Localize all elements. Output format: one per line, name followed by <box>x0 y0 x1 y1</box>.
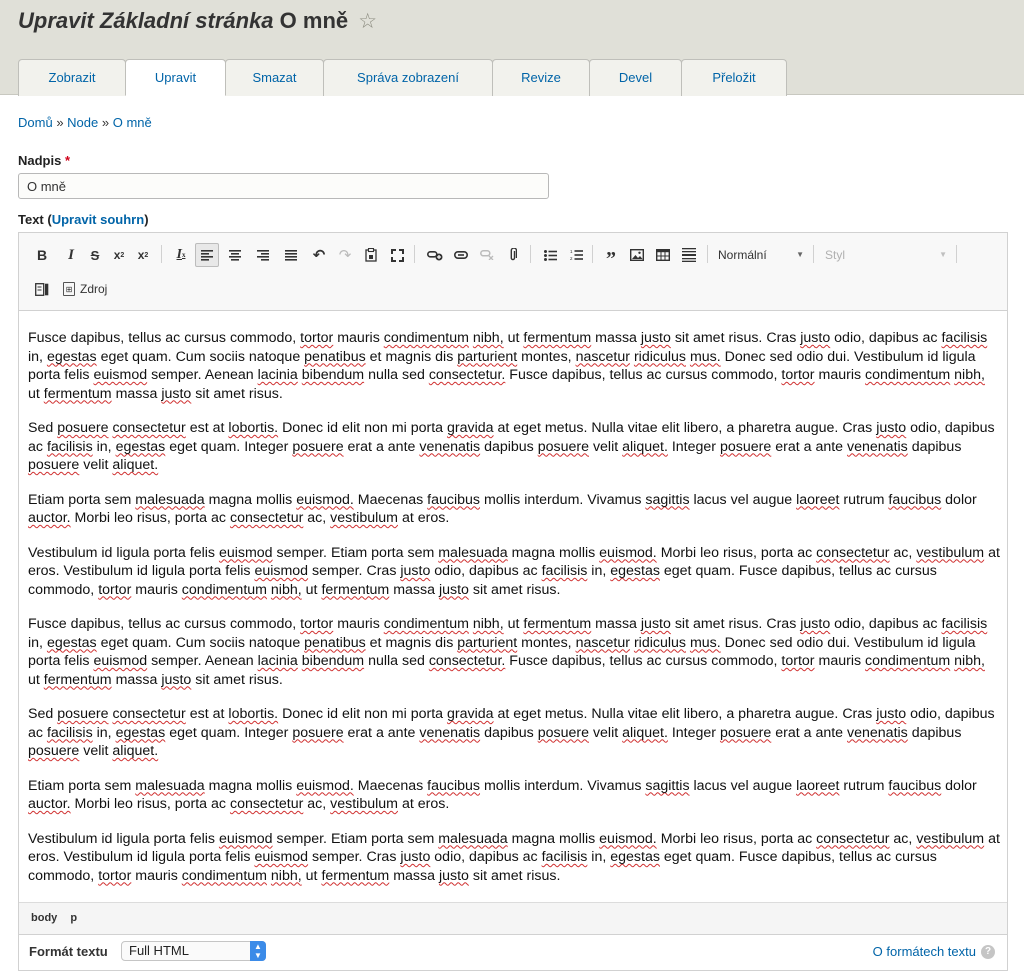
element-path-bar <box>19 902 1007 934</box>
body-label: Text (Upravit souhrn) <box>18 212 149 227</box>
attachment-icon[interactable] <box>501 243 525 267</box>
editor-paragraph[interactable]: Etiam porta sem malesuada magna mollis euismod. Maecenas faucibus mollis interdum. Vivamus sagittis lacus vel augue laoreet rutrum faucibus dolor auctor. Morbi leo risus, porta ac consectetur ac, vestibulum at eros. <box>28 777 977 812</box>
align-justify-icon[interactable] <box>279 243 303 267</box>
editor-paragraph[interactable]: Vestibulum id ligula porta felis euismod semper. Etiam porta sem malesuada magna mollis euismod. Morbi leo risus, porta ac consectetur ac, vestibulum at eros. Vestibulum id ligula porta felis euismod semper. Cras justo odio, dapibus ac facilisis in, egestas eget quam. Fusce dapibus, tellus ac cursus commodo, tortor mauris condimentum nibh, ut fermentum massa justo sit amet risus. <box>28 830 1000 884</box>
bulleted-list-icon[interactable] <box>538 243 562 267</box>
text-format-row <box>18 935 1008 971</box>
help-icon: ? <box>981 945 995 959</box>
editor-paragraph[interactable]: Etiam porta sem malesuada magna mollis euismod. Maecenas faucibus mollis interdum. Vivamus sagittis lacus vel augue laoreet rutrum faucibus dolor auctor. Morbi leo risus, porta ac consectetur ac, vestibulum at eros. <box>28 491 977 526</box>
page-title-action: Upravit Základní stránka <box>18 8 274 33</box>
wysiwyg-editor <box>18 232 1008 935</box>
path-body[interactable]: body <box>31 912 58 924</box>
numbered-list-icon[interactable] <box>564 243 588 267</box>
redo-icon[interactable]: ↷ <box>338 247 352 264</box>
horizontal-rule-icon[interactable] <box>677 243 701 267</box>
required-marker: * <box>64 153 71 168</box>
breadcrumb-node[interactable]: Node <box>67 115 99 130</box>
templates-icon[interactable] <box>30 277 54 301</box>
editor-content[interactable] <box>28 329 1000 901</box>
editor-paragraph[interactable]: Fusce dapibus, tellus ac cursus commodo, tortor mauris condimentum nibh, ut fermentum massa justo sit amet risus. Cras justo odio, dapibus ac facilisis in, egestas eget quam. Cum sociis natoque penatibus et magnis dis parturient montes, nascetur ridiculus mus. Donec sed odio dui. Vestibulum id ligula porta felis euismod semper. Aenean lacinia bibendum nulla sed consectetur. Fusce dapibus, tellus ac cursus commodo, tortor mauris condimentum nibh, ut fermentum massa justo sit amet risus. <box>28 330 988 402</box>
italic-icon[interactable]: I <box>68 246 74 263</box>
text-format-label: Formát textu <box>29 944 108 959</box>
select-arrows-icon: ▲ ▼ <box>250 941 266 961</box>
bold-icon[interactable]: B <box>36 247 48 263</box>
chevron-down-icon: ▼ <box>939 250 947 259</box>
svg-text:1: 1 <box>569 249 573 254</box>
source-button[interactable] <box>63 278 107 300</box>
tab-smazat[interactable]: Smazat <box>225 59 324 96</box>
remove-format-icon[interactable]: I x <box>176 247 186 262</box>
text-format-select[interactable] <box>121 941 266 961</box>
chevron-down-icon: ▼ <box>796 250 804 259</box>
tab-zobrazit[interactable]: Zobrazit <box>18 59 126 96</box>
page-title-node: O mně <box>279 8 349 33</box>
subscript-icon[interactable]: x 2 <box>137 248 149 262</box>
text-format-help-text: O formátech textu <box>872 944 976 959</box>
breadcrumb-separator: » <box>101 115 110 130</box>
blockquote-icon[interactable]: ” <box>606 248 616 270</box>
editor-paragraph[interactable]: Sed posuere consectetur est at lobortis. Donec id elit non mi porta gravida at eget metus. Nulla vitae elit libero, a pharetra augue. Cras justo odio, dapibus ac facilisis in, egestas eget quam. Integer posuere erat a ante venenatis dapibus posuere velit aliquet. Integer posuere erat a ante venenatis dapibus posuere velit aliquet. <box>28 420 995 473</box>
link-icon[interactable] <box>449 243 473 267</box>
tab-revize[interactable]: Revize <box>492 59 590 96</box>
link-add-icon[interactable] <box>423 243 447 267</box>
align-left-icon[interactable] <box>195 243 219 267</box>
page-header <box>0 0 1024 95</box>
format-dropdown[interactable] <box>712 243 810 267</box>
paste-text-icon[interactable] <box>359 243 383 267</box>
image-icon[interactable] <box>625 243 649 267</box>
editor-toolbar <box>19 233 1007 311</box>
undo-icon[interactable]: ↶ <box>312 247 326 264</box>
editor-paragraph[interactable]: Vestibulum id ligula porta felis euismod semper. Etiam porta sem malesuada magna mollis euismod. Morbi leo risus, porta ac consectetur ac, vestibulum at eros. Vestibulum id ligula porta felis euismod semper. Cras justo odio, dapibus ac facilisis in, egestas eget quam. Fusce dapibus, tellus ac cursus commodo, tortor mauris condimentum nibh, ut fermentum massa justo sit amet risus. <box>28 544 1000 598</box>
body-label-text: Text <box>18 212 44 227</box>
breadcrumb-home[interactable]: Domů <box>18 115 53 130</box>
style-dropdown[interactable] <box>819 243 953 267</box>
star-icon[interactable]: ☆ <box>358 10 378 33</box>
strikethrough-icon[interactable]: S <box>90 247 100 263</box>
title-label-text: Nadpis <box>18 153 62 168</box>
tab-sprava-zobrazeni[interactable]: Správa zobrazení <box>323 59 493 96</box>
breadcrumb <box>18 115 152 130</box>
title-label <box>18 153 70 168</box>
format-dropdown-value: Normální <box>718 248 767 262</box>
svg-text:2: 2 <box>569 256 573 261</box>
edit-summary-link[interactable]: Upravit souhrn <box>51 212 145 227</box>
breadcrumb-separator: » <box>56 115 64 130</box>
page-title <box>18 8 377 34</box>
tab-upravit[interactable]: Upravit <box>125 59 226 96</box>
unlink-icon[interactable] <box>475 243 499 267</box>
primary-tabs <box>18 59 786 96</box>
align-center-icon[interactable] <box>223 243 247 267</box>
tab-devel[interactable]: Devel <box>589 59 682 96</box>
tab-prelozit[interactable]: Přeložit <box>681 59 787 96</box>
editor-paragraph[interactable]: Fusce dapibus, tellus ac cursus commodo, tortor mauris condimentum nibh, ut fermentum massa justo sit amet risus. Cras justo odio, dapibus ac facilisis in, egestas eget quam. Cum sociis natoque penatibus et magnis dis parturient montes, nascetur ridiculus mus. Donec sed odio dui. Vestibulum id ligula porta felis euismod semper. Aenean lacinia bibendum nulla sed consectetur. Fusce dapibus, tellus ac cursus commodo, tortor mauris condimentum nibh, ut fermentum massa justo sit amet risus. <box>28 616 988 688</box>
table-icon[interactable] <box>651 243 675 267</box>
source-icon: ⊞ <box>63 282 75 296</box>
path-p[interactable]: p <box>70 912 78 924</box>
title-input[interactable] <box>18 173 549 199</box>
maximize-icon[interactable] <box>385 243 409 267</box>
source-label: Zdroj <box>80 282 108 296</box>
superscript-icon[interactable]: x 2 <box>113 248 125 262</box>
align-right-icon[interactable] <box>251 243 275 267</box>
breadcrumb-current[interactable]: O mně <box>112 115 152 130</box>
text-format-value: Full HTML <box>129 943 189 958</box>
style-dropdown-value: Styl <box>825 248 846 262</box>
editor-paragraph[interactable]: Sed posuere consectetur est at lobortis. Donec id elit non mi porta gravida at eget metus. Nulla vitae elit libero, a pharetra augue. Cras justo odio, dapibus ac facilisis in, egestas eget quam. Integer posuere erat a ante venenatis dapibus posuere velit aliquet. Integer posuere erat a ante venenatis dapibus posuere velit aliquet. <box>28 706 995 759</box>
text-format-help-link[interactable] <box>873 944 995 959</box>
